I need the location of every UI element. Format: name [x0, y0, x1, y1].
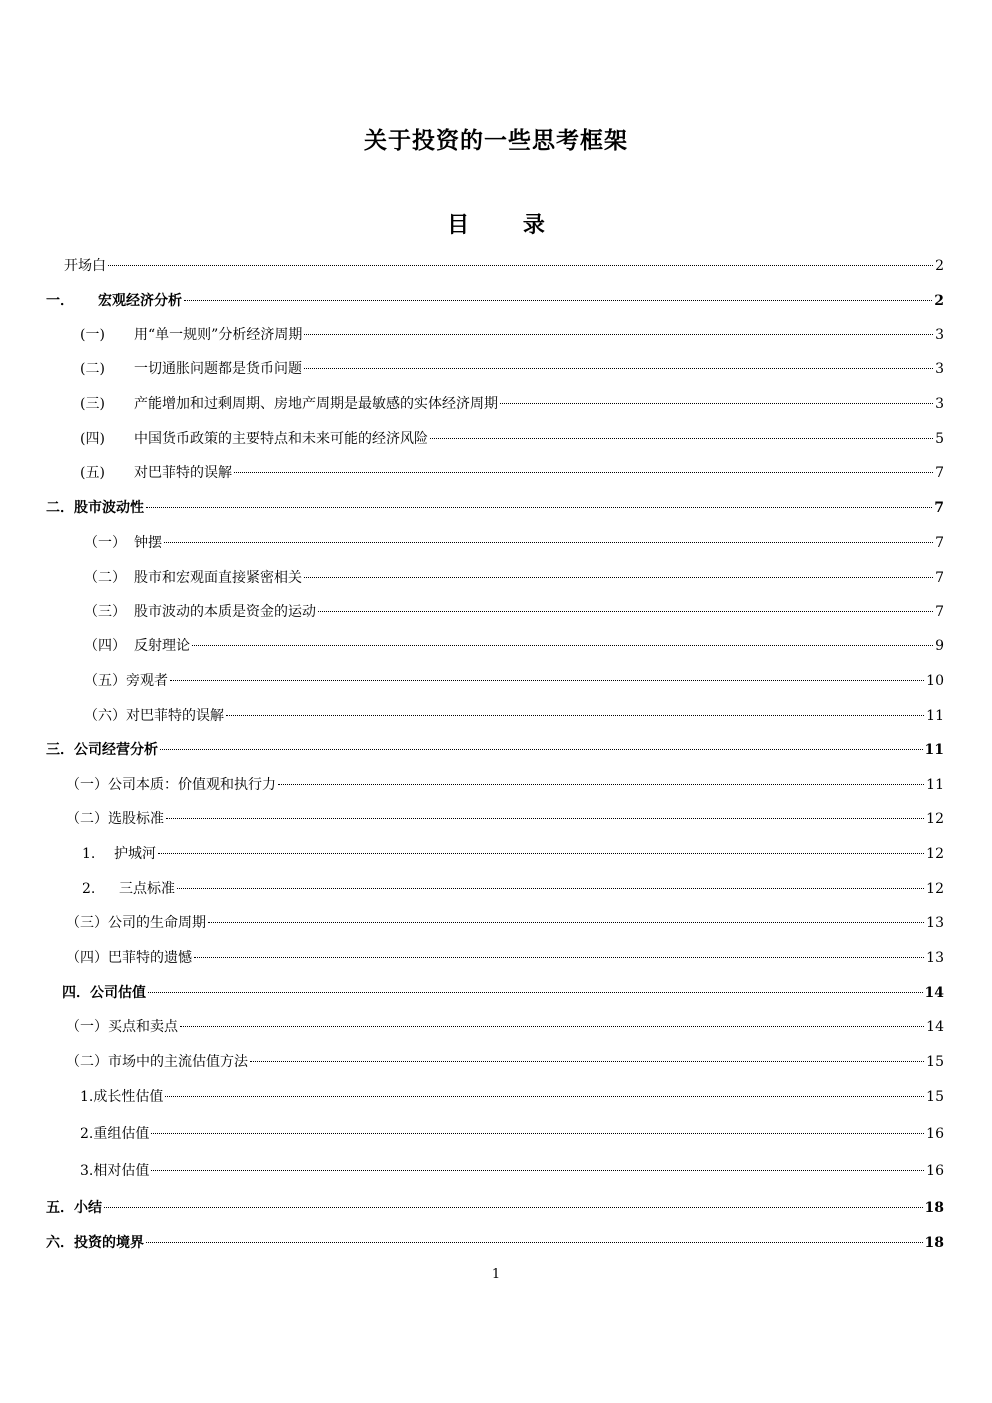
toc-entry-number: (五)	[80, 465, 105, 481]
toc-dot-leader	[104, 1191, 923, 1208]
toc-entry-label: 钟摆	[134, 535, 162, 551]
toc-dot-leader	[304, 318, 933, 335]
toc-heading: 目 录	[447, 213, 545, 238]
toc-entry[interactable]	[84, 530, 944, 553]
toc-entry[interactable]	[66, 1049, 944, 1072]
toc-dot-leader	[250, 1045, 924, 1062]
toc-entry-page: 7	[935, 570, 944, 586]
toc-entry[interactable]	[66, 806, 944, 829]
toc-dot-leader	[108, 249, 933, 266]
toc-entry-label: 宏观经济分析	[98, 293, 182, 309]
toc-entry-label: 六．投资的境界	[46, 1235, 144, 1251]
toc-entry-page: 14	[926, 1019, 944, 1035]
toc-entry-number: （三）	[84, 604, 126, 620]
toc-entry-number: 2.	[82, 881, 96, 897]
toc-dot-leader	[146, 491, 932, 508]
toc-entry-page: 7	[935, 465, 944, 481]
toc-entry[interactable]	[80, 356, 944, 379]
toc-entry-page: 13	[926, 950, 944, 966]
toc-entry-label: （二）市场中的主流估值方法	[66, 1054, 248, 1070]
toc-entry-label: 反射理论	[134, 638, 190, 654]
toc-entry-label: 1.成长性估值	[80, 1089, 164, 1105]
toc-entry[interactable]	[64, 253, 944, 276]
toc-dot-leader	[148, 976, 923, 993]
toc-entry-label: 护城河	[114, 846, 156, 862]
toc-entry[interactable]	[82, 841, 944, 864]
toc-dot-leader	[184, 284, 932, 301]
toc-entry[interactable]	[66, 910, 944, 933]
toc-entry-page: 16	[926, 1163, 944, 1179]
toc-entry[interactable]	[80, 426, 944, 449]
toc-dot-leader	[208, 906, 924, 923]
toc-entry[interactable]	[84, 633, 944, 656]
toc-entry-label: 二．股市波动性	[46, 500, 144, 516]
toc-entry[interactable]	[46, 1230, 944, 1253]
toc-dot-leader	[151, 1154, 924, 1171]
toc-entry-label: 五．小结	[46, 1200, 102, 1216]
toc-dot-leader	[234, 456, 933, 473]
toc-entry-page: 2	[935, 258, 944, 274]
toc-entry-label: （六）对巴菲特的误解	[84, 708, 224, 724]
toc-entry-label: 开场白	[64, 258, 106, 274]
toc-entry-page: 7	[935, 604, 944, 620]
toc-entry-label: （二）选股标准	[66, 811, 164, 827]
toc-dot-leader	[226, 699, 924, 716]
toc-entry-label: 股市波动的本质是资金的运动	[134, 604, 316, 620]
toc-dot-leader	[164, 526, 933, 543]
toc-entry-page: 13	[926, 915, 944, 931]
toc-entry-label: 三．公司经营分析	[46, 742, 158, 758]
toc-entry[interactable]	[46, 737, 944, 760]
toc-entry-number: （二）	[84, 570, 126, 586]
toc-entry-number: (四)	[80, 431, 105, 447]
toc-dot-leader	[430, 422, 933, 439]
toc-entry[interactable]	[80, 1121, 944, 1144]
toc-entry[interactable]	[46, 1195, 944, 1218]
toc-entry-page: 9	[935, 638, 944, 654]
toc-entry-label: 一切通胀问题都是货币问题	[134, 361, 302, 377]
toc-entry-label: 用“单一规则”分析经济周期	[134, 327, 303, 343]
toc-entry-label: 3.相对估值	[80, 1163, 150, 1179]
toc-dot-leader	[278, 768, 924, 785]
toc-dot-leader	[304, 352, 933, 369]
toc-entry-page: 3	[935, 361, 944, 377]
toc-entry[interactable]	[80, 391, 944, 414]
toc-entry[interactable]	[84, 599, 944, 622]
toc-entry-page: 10	[926, 673, 944, 689]
toc-entry-page: 16	[926, 1126, 944, 1142]
toc-entry-page: 15	[926, 1089, 944, 1105]
toc-entry-page: 15	[926, 1054, 944, 1070]
toc-entry-number: (一)	[80, 327, 105, 343]
toc-entry-label: （五）旁观者	[84, 673, 168, 689]
toc-entry-page: 12	[926, 881, 944, 897]
toc-entry-number: 一．	[46, 293, 74, 309]
toc-dot-leader	[194, 941, 924, 958]
toc-entry-page: 3	[935, 396, 944, 412]
toc-entry-number: 1.	[82, 846, 96, 862]
toc-entry-page: 14	[924, 985, 944, 1001]
toc-entry-label: 产能增加和过剩周期、房地产周期是最敏感的实体经济周期	[134, 396, 498, 412]
toc-dot-leader	[151, 1117, 924, 1134]
toc-entry-label: 四．公司估值	[62, 985, 146, 1001]
toc-dot-leader	[170, 664, 924, 681]
toc-entry-label: 2.重组估值	[80, 1126, 150, 1142]
toc-entry[interactable]	[80, 1158, 944, 1181]
toc-entry-label: 三点标准	[119, 881, 175, 897]
toc-dot-leader	[192, 629, 933, 646]
toc-entry[interactable]	[46, 495, 944, 518]
toc-entry[interactable]	[62, 980, 944, 1003]
toc-entry[interactable]	[66, 945, 944, 968]
toc-dot-leader	[177, 872, 924, 889]
toc-entry[interactable]	[80, 460, 944, 483]
toc-entry[interactable]	[66, 772, 944, 795]
toc-entry-page: 11	[926, 777, 944, 793]
toc-dot-leader	[318, 595, 933, 612]
toc-entry-page: 12	[926, 846, 944, 862]
toc-entry-label: （四）巴菲特的遗憾	[66, 950, 192, 966]
toc-entry-page: 11	[924, 742, 944, 758]
toc-dot-leader	[166, 802, 924, 819]
toc-dot-leader	[165, 1080, 924, 1097]
toc-entry[interactable]	[84, 565, 944, 588]
page-number: 1	[491, 1267, 501, 1282]
toc-entry-number: (三)	[80, 396, 105, 412]
toc-entry-label: （一）买点和卖点	[66, 1019, 178, 1035]
toc-entry-label: 对巴菲特的误解	[134, 465, 232, 481]
toc-entry[interactable]	[46, 288, 944, 311]
toc-entry-number: （四）	[84, 638, 126, 654]
toc-entry-label: 股市和宏观面直接紧密相关	[134, 570, 302, 586]
toc-entry[interactable]	[80, 322, 944, 345]
toc-entry-page: 2	[934, 293, 944, 309]
toc-entry-page: 3	[935, 327, 944, 343]
toc-entry-page: 18	[924, 1200, 944, 1216]
toc-entry-page: 12	[926, 811, 944, 827]
toc-entry-label: （三）公司的生命周期	[66, 915, 206, 931]
toc-entry-number: （一）	[84, 535, 126, 551]
toc-entry[interactable]	[80, 1084, 944, 1107]
toc-dot-leader	[158, 837, 924, 854]
toc-entry-number: (二)	[80, 361, 105, 377]
toc-dot-leader	[500, 387, 933, 404]
toc-entry[interactable]	[84, 703, 944, 726]
toc-entry-page: 7	[935, 535, 944, 551]
toc-entry-page: 5	[935, 431, 944, 447]
toc-entry[interactable]	[66, 1014, 944, 1037]
toc-dot-leader	[180, 1010, 924, 1027]
toc-entry-label: （一）公司本质：价值观和执行力	[66, 777, 276, 793]
toc-entry[interactable]	[82, 876, 944, 899]
toc-dot-leader	[146, 1226, 923, 1243]
toc-entry[interactable]	[84, 668, 944, 691]
toc-dot-leader	[160, 733, 923, 750]
toc-entry-page: 7	[934, 500, 944, 516]
toc-entry-label: 中国货币政策的主要特点和未来可能的经济风险	[134, 431, 428, 447]
toc-dot-leader	[304, 561, 933, 578]
toc-entry-page: 11	[926, 708, 944, 724]
document-title: 关于投资的一些思考框架	[364, 128, 628, 154]
toc-entry-page: 18	[924, 1235, 944, 1251]
